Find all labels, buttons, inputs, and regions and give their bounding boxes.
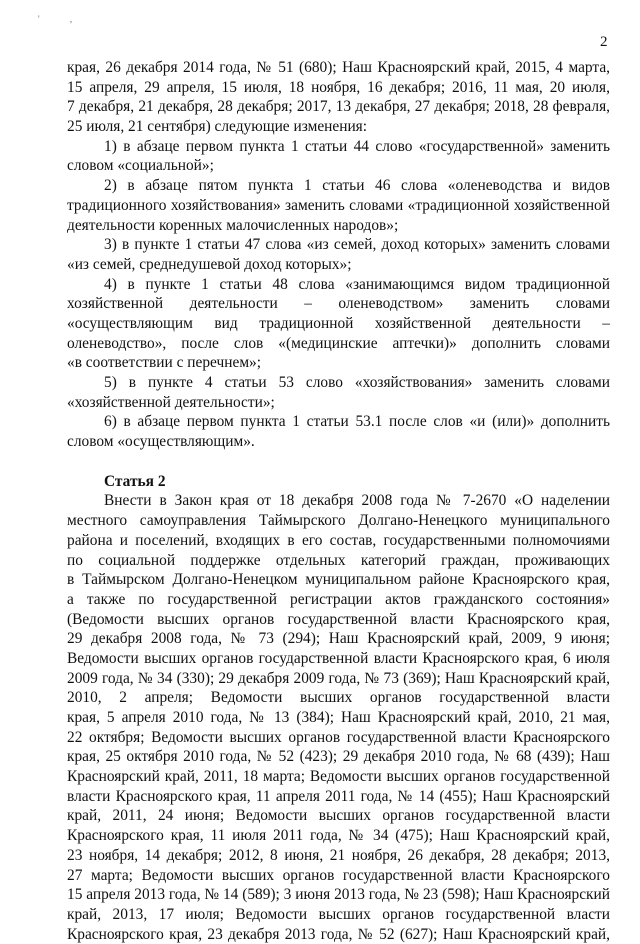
text-line: Красноярский край, 2011, 18 марта; Ведомости высших органов государственной [67,768,610,786]
text-line: словом «социальной»; [67,157,214,175]
text-line: Ведомости высших органов государственной власти Красноярского края, 6 июля [67,649,610,667]
text-line: край, 2013, 17 июля; Ведомости высших органов государственной власти [67,905,610,923]
text-line: традиционного хозяйствования» заменить словами «традиционной хозяйственной [67,196,610,214]
text-line: 5) в пункте 4 статьи 53 слово «хозяйствования» заменить словами [104,374,610,391]
text-line: 22 октября; Ведомости высших органов государственной власти Красноярского [67,728,610,746]
text-line: край, 2011, 24 июня; Ведомости высших органов государственной власти [67,807,610,825]
text-line: в Таймырском Долгано-Ненецком муниципальном районе Красноярского края, [67,571,610,589]
text-line: «из семей, среднедушевой доход которых»; [67,255,352,273]
text-line: по социальной поддержке отдельных категорий граждан, проживающих [67,551,610,569]
text-line: 6) в абзаце первом пункта 1 статьи 53.1 после слов «и (или)» дополнить [104,413,610,431]
text-line: 15 апреля 2013 года, № 14 (589); 3 июня 2013 года, № 23 (598); Наш Красноярский [67,886,610,904]
text-line: 29 декабря 2008 года, № 73 (294); Наш Красноярский край, 2009, 9 июня; [67,630,610,648]
text-line: 15 апреля, 29 апреля, 15 июля, 18 ноября, 16 декабря; 2016, 11 мая, 20 июля, [67,78,610,96]
text-line: 2010, 2 апреля; Ведомости высших органов государственной власти [67,689,610,707]
text-line: (Ведомости высших органов государственной власти Красноярского края, [67,610,610,628]
article-1-continuation [67,58,610,452]
text-line: «осуществляющим вид традиционной хозяйственной деятельности – [67,314,610,332]
text-line: хозяйственной деятельности – оленеводством» заменить словами [67,295,610,313]
text-line: оленеводство», после слов «(медицинские аптечки)» дополнить словами [67,334,610,352]
text-line: 1) в абзаце первом пункта 1 статьи 44 слово «государственной» заменить [104,137,610,155]
text-line: власти Красноярского края, 11 апреля 2011 года, № 14 (455); Наш Красноярский [67,787,610,805]
text-line: Красноярского края, 11 июля 2011 года, № 34 (475); Наш Красноярский край, [67,827,610,845]
scan-artifact-marks: ' , [38,14,87,24]
text-line: края, 25 октября 2010 года, № 52 (423); 29 декабря 2010 года, № 68 (439); Наш [67,748,610,766]
text-line: края, 26 декабря 2014 года, № 51 (680); Наш Красноярский край, 2015, 4 марта, [67,59,610,76]
text-line: «в соответствии с перечнем»; [67,354,262,372]
text-line: 2009 года, № 34 (330); 29 декабря 2009 года, № 73 (369); Наш Красноярский край, [67,669,610,687]
text-line: 25 июля, 21 сентября) следующие изменения: [67,118,368,136]
text-line: края, 5 апреля 2010 года, № 13 (384); Наш Красноярский край, 2010, 21 мая, [67,709,610,726]
text-line: 23 ноября, 14 декабря; 2012, 8 июня, 21 ноября, 26 декабря, 28 декабря; 2013, [67,846,610,864]
text-line: 4) в пункте 1 статьи 48 слова «занимающимся видом традиционной [104,275,610,293]
section-gap [67,452,610,472]
text-line: деятельности коренных малочисленных народов»; [67,216,399,234]
text-line: района и поселений, входящих в его состав, государственными полномочиями [67,531,610,549]
article-heading: Статья 2 [104,472,166,490]
text-line: Внести в Закон края от 18 декабря 2008 года № 7-2670 «О наделении [104,492,610,510]
text-line: «хозяйственной деятельности»; [67,393,275,411]
text-line: словом «осуществляющим». [67,433,255,451]
text-line: Красноярского края, 23 декабря 2013 года, № 52 (627); Наш Красноярский край, [67,925,610,943]
text-line: 2) в абзаце пятом пункта 1 статьи 46 слова «оленеводства и видов [104,177,610,195]
page-number: 2 [600,34,608,50]
text-line: 7 декабря, 21 декабря, 28 декабря; 2017, 13 декабря, 27 декабря; 2018, 28 февраля, [67,98,610,116]
document-body [67,58,610,944]
text-line: 27 марта; Ведомости высших органов государственной власти Красноярского [67,866,610,884]
text-line: местного самоуправления Таймырского Долгано-Ненецкого муниципального [67,512,610,530]
article-2-body [67,491,610,944]
text-line: 3) в пункте 1 статьи 47 слова «из семей, доход которых» заменить словами [104,236,610,254]
text-line: а также по государственной регистрации актов гражданского состояния» [67,590,610,608]
